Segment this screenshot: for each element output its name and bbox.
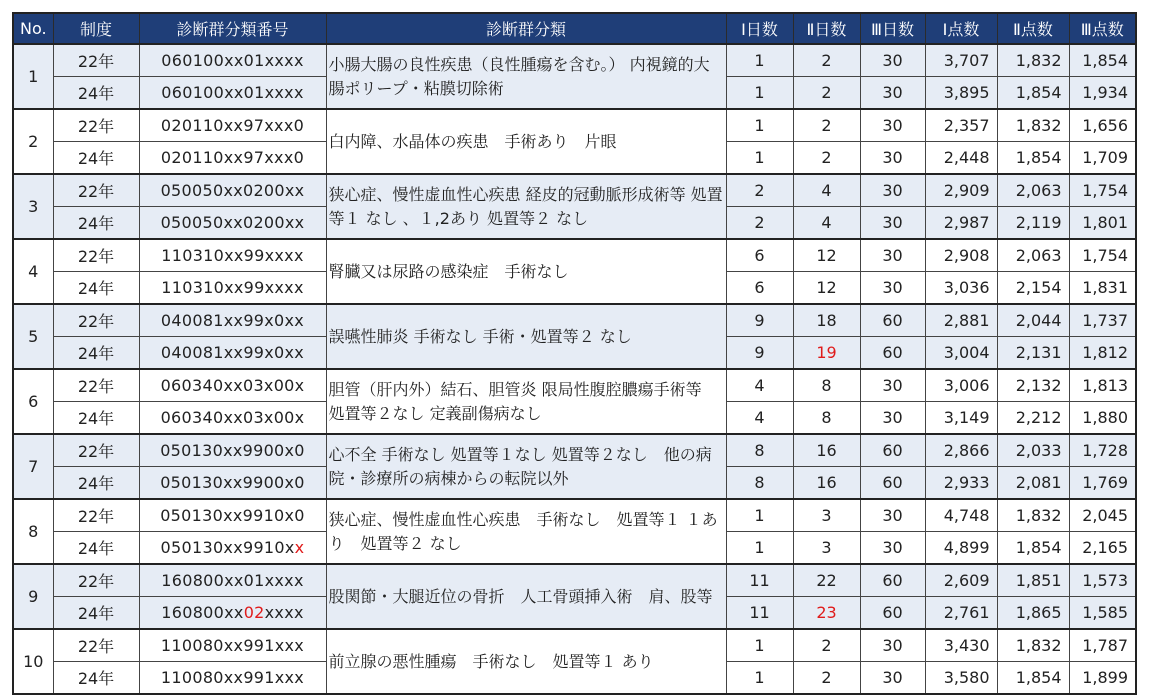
row-number: 7 — [13, 434, 53, 499]
system-year: 24年 — [53, 207, 139, 240]
system-year: 22年 — [53, 564, 139, 597]
points-2: 2,081 — [997, 467, 1069, 500]
row-number: 10 — [13, 629, 53, 694]
header-days-2: Ⅱ日数 — [793, 13, 860, 44]
days-2: 2 — [793, 77, 860, 110]
points-1: 2,761 — [925, 597, 997, 630]
points-3: 1,831 — [1069, 272, 1136, 305]
days-3: 30 — [860, 662, 925, 695]
table-row — [13, 499, 1136, 532]
header-points-2: Ⅱ点数 — [997, 13, 1069, 44]
days-2: 23 — [793, 597, 860, 630]
category-name: 誤嚥性肺炎 手術なし 手術・処置等２ なし — [326, 304, 726, 369]
dpc-code: 060340xx03x00x — [139, 369, 326, 402]
points-3: 1,854 — [1069, 44, 1136, 77]
dpc-code: 040081xx99x0xx — [139, 304, 326, 337]
days-3: 30 — [860, 499, 925, 532]
days-1: 11 — [726, 597, 793, 630]
days-2: 16 — [793, 467, 860, 500]
points-1: 2,609 — [925, 564, 997, 597]
points-2: 1,832 — [997, 109, 1069, 142]
category-name: 狭心症、慢性虚血性心疾患 手術なし 処置等１ １あり 処置等２ なし — [326, 499, 726, 564]
dpc-code: 060100xx01xxxx — [139, 44, 326, 77]
dpc-code-changed-part: x — [294, 538, 305, 557]
system-year: 22年 — [53, 434, 139, 467]
days-1: 1 — [726, 109, 793, 142]
system-year: 24年 — [53, 272, 139, 305]
points-3: 2,165 — [1069, 532, 1136, 565]
days-3: 60 — [860, 337, 925, 370]
dpc-code: 060340xx03x00x — [139, 402, 326, 435]
dpc-code: 160800xx01xxxx — [139, 564, 326, 597]
days-1: 6 — [726, 272, 793, 305]
points-3: 2,045 — [1069, 499, 1136, 532]
table-row — [13, 109, 1136, 142]
dpc-code: 050130xx9900x0 — [139, 467, 326, 500]
points-1: 2,881 — [925, 304, 997, 337]
points-1: 2,448 — [925, 142, 997, 175]
days-3: 30 — [860, 174, 925, 207]
points-2: 1,854 — [997, 662, 1069, 695]
days-3: 30 — [860, 44, 925, 77]
points-3: 1,801 — [1069, 207, 1136, 240]
points-1: 3,149 — [925, 402, 997, 435]
dpc-code-part: 050130xx9910x — [160, 538, 295, 557]
days-1: 1 — [726, 142, 793, 175]
header-points-3: Ⅲ点数 — [1069, 13, 1136, 44]
category-name: 胆管（肝内外）結石、胆管炎 限局性腹腔膿瘍手術等 処置等２なし 定義副傷病なし — [326, 369, 726, 434]
days-2: 18 — [793, 304, 860, 337]
points-2: 2,063 — [997, 174, 1069, 207]
days-1: 9 — [726, 304, 793, 337]
points-3: 1,754 — [1069, 174, 1136, 207]
days-2: 2 — [793, 662, 860, 695]
days-2: 12 — [793, 272, 860, 305]
days-2: 3 — [793, 499, 860, 532]
days-2: 2 — [793, 629, 860, 662]
days-2: 4 — [793, 174, 860, 207]
days-1: 2 — [726, 207, 793, 240]
system-year: 24年 — [53, 402, 139, 435]
days-2: 2 — [793, 44, 860, 77]
points-3: 1,656 — [1069, 109, 1136, 142]
system-year: 22年 — [53, 174, 139, 207]
dpc-comparison-table-container — [12, 12, 1137, 695]
points-3: 1,769 — [1069, 467, 1136, 500]
table-row — [13, 434, 1136, 467]
days-3: 30 — [860, 77, 925, 110]
days-2: 12 — [793, 239, 860, 272]
system-year: 24年 — [53, 532, 139, 565]
days-3: 30 — [860, 142, 925, 175]
dpc-comparison-table — [12, 12, 1137, 695]
system-year: 22年 — [53, 239, 139, 272]
points-1: 2,908 — [925, 239, 997, 272]
row-number: 2 — [13, 109, 53, 174]
dpc-code-changed-part: 02 — [243, 603, 265, 622]
dpc-code — [139, 532, 326, 565]
points-2: 2,212 — [997, 402, 1069, 435]
points-2: 2,154 — [997, 272, 1069, 305]
points-3: 1,880 — [1069, 402, 1136, 435]
points-1: 3,036 — [925, 272, 997, 305]
table-row — [13, 369, 1136, 402]
points-2: 1,832 — [997, 629, 1069, 662]
row-number: 4 — [13, 239, 53, 304]
days-1: 1 — [726, 662, 793, 695]
days-1: 1 — [726, 77, 793, 110]
table-row — [13, 564, 1136, 597]
points-2: 2,044 — [997, 304, 1069, 337]
row-number: 6 — [13, 369, 53, 434]
points-1: 4,748 — [925, 499, 997, 532]
points-1: 2,866 — [925, 434, 997, 467]
days-1: 8 — [726, 434, 793, 467]
dpc-code: 110310xx99xxxx — [139, 239, 326, 272]
days-3: 30 — [860, 369, 925, 402]
days-1: 4 — [726, 369, 793, 402]
header-points-1: Ⅰ点数 — [925, 13, 997, 44]
days-2: 3 — [793, 532, 860, 565]
points-1: 3,895 — [925, 77, 997, 110]
days-3: 30 — [860, 272, 925, 305]
days-1: 1 — [726, 629, 793, 662]
category-name: 狭心症、慢性虚血性心疾患 経皮的冠動脈形成術等 処置等１ なし 、１,2あり 処置等２ なし — [326, 174, 726, 239]
category-name: 小腸大腸の良性疾患（良性腫瘍を含む。） 内視鏡的大腸ポリープ・粘膜切除術 — [326, 44, 726, 109]
days-2: 16 — [793, 434, 860, 467]
table-row — [13, 239, 1136, 272]
dpc-code: 020110xx97xxx0 — [139, 142, 326, 175]
header-category: 診断群分類 — [326, 13, 726, 44]
system-year: 24年 — [53, 77, 139, 110]
dpc-code: 050050xx0200xx — [139, 174, 326, 207]
days-1: 8 — [726, 467, 793, 500]
points-3: 1,812 — [1069, 337, 1136, 370]
dpc-code: 050130xx9900x0 — [139, 434, 326, 467]
header-no: No. — [13, 13, 53, 44]
system-year: 24年 — [53, 662, 139, 695]
points-2: 1,854 — [997, 142, 1069, 175]
points-1: 2,357 — [925, 109, 997, 142]
points-3: 1,737 — [1069, 304, 1136, 337]
category-name: 白内障、水晶体の疾患 手術あり 片眼 — [326, 109, 726, 174]
points-1: 3,707 — [925, 44, 997, 77]
category-name: 前立腺の悪性腫瘍 手術なし 処置等１ あり — [326, 629, 726, 694]
days-1: 6 — [726, 239, 793, 272]
dpc-code: 050130xx9910x0 — [139, 499, 326, 532]
days-3: 60 — [860, 564, 925, 597]
system-year: 24年 — [53, 467, 139, 500]
dpc-code: 110080xx991xxx — [139, 629, 326, 662]
days-2: 8 — [793, 369, 860, 402]
points-1: 2,933 — [925, 467, 997, 500]
header-system: 制度 — [53, 13, 139, 44]
dpc-code-part: xxxx — [264, 603, 304, 622]
points-3: 1,573 — [1069, 564, 1136, 597]
category-name: 腎臓又は尿路の感染症 手術なし — [326, 239, 726, 304]
dpc-code: 050050xx0200xx — [139, 207, 326, 240]
points-1: 3,004 — [925, 337, 997, 370]
header-days-1: Ⅰ日数 — [726, 13, 793, 44]
points-3: 1,754 — [1069, 239, 1136, 272]
system-year: 22年 — [53, 109, 139, 142]
days-1: 1 — [726, 532, 793, 565]
row-number: 3 — [13, 174, 53, 239]
dpc-code: 060100xx01xxxx — [139, 77, 326, 110]
system-year: 24年 — [53, 337, 139, 370]
points-2: 2,132 — [997, 369, 1069, 402]
days-1: 2 — [726, 174, 793, 207]
system-year: 22年 — [53, 499, 139, 532]
points-3: 1,728 — [1069, 434, 1136, 467]
days-3: 30 — [860, 532, 925, 565]
dpc-code: 110080xx991xxx — [139, 662, 326, 695]
system-year: 22年 — [53, 629, 139, 662]
header-row — [13, 13, 1136, 44]
days-3: 30 — [860, 239, 925, 272]
days-2: 22 — [793, 564, 860, 597]
row-number: 5 — [13, 304, 53, 369]
days-1: 1 — [726, 499, 793, 532]
dpc-code: 040081xx99x0xx — [139, 337, 326, 370]
days-3: 30 — [860, 629, 925, 662]
system-year: 22年 — [53, 304, 139, 337]
dpc-code — [139, 597, 326, 630]
table-row — [13, 44, 1136, 77]
points-1: 2,909 — [925, 174, 997, 207]
points-1: 3,580 — [925, 662, 997, 695]
days-3: 60 — [860, 434, 925, 467]
days-3: 60 — [860, 597, 925, 630]
days-3: 60 — [860, 304, 925, 337]
days-2: 2 — [793, 142, 860, 175]
points-2: 2,131 — [997, 337, 1069, 370]
points-2: 2,063 — [997, 239, 1069, 272]
points-2: 2,119 — [997, 207, 1069, 240]
category-name: 股関節・大腿近位の骨折 人工骨頭挿入術 肩、股等 — [326, 564, 726, 629]
dpc-code-part: 160800xx — [161, 603, 244, 622]
system-year: 24年 — [53, 597, 139, 630]
points-2: 1,851 — [997, 564, 1069, 597]
days-2: 2 — [793, 109, 860, 142]
header-days-3: Ⅲ日数 — [860, 13, 925, 44]
points-1: 3,430 — [925, 629, 997, 662]
points-3: 1,709 — [1069, 142, 1136, 175]
points-2: 2,033 — [997, 434, 1069, 467]
table-body — [13, 44, 1136, 694]
days-3: 30 — [860, 207, 925, 240]
points-3: 1,899 — [1069, 662, 1136, 695]
dpc-code: 020110xx97xxx0 — [139, 109, 326, 142]
table-row — [13, 304, 1136, 337]
days-1: 9 — [726, 337, 793, 370]
days-1: 1 — [726, 44, 793, 77]
points-3: 1,813 — [1069, 369, 1136, 402]
points-2: 1,832 — [997, 44, 1069, 77]
system-year: 22年 — [53, 44, 139, 77]
table-row — [13, 629, 1136, 662]
points-3: 1,934 — [1069, 77, 1136, 110]
points-1: 3,006 — [925, 369, 997, 402]
system-year: 22年 — [53, 369, 139, 402]
points-3: 1,585 — [1069, 597, 1136, 630]
row-number: 1 — [13, 44, 53, 109]
system-year: 24年 — [53, 142, 139, 175]
days-1: 4 — [726, 402, 793, 435]
points-2: 1,854 — [997, 532, 1069, 565]
days-2: 19 — [793, 337, 860, 370]
days-3: 30 — [860, 109, 925, 142]
header-code: 診断群分類番号 — [139, 13, 326, 44]
row-number: 9 — [13, 564, 53, 629]
points-1: 2,987 — [925, 207, 997, 240]
table-row — [13, 174, 1136, 207]
points-2: 1,865 — [997, 597, 1069, 630]
days-3: 60 — [860, 467, 925, 500]
points-1: 4,899 — [925, 532, 997, 565]
days-2: 8 — [793, 402, 860, 435]
days-1: 11 — [726, 564, 793, 597]
category-name: 心不全 手術なし 処置等１なし 処置等２なし 他の病院・診療所の病棟からの転院以外 — [326, 434, 726, 499]
points-3: 1,787 — [1069, 629, 1136, 662]
points-2: 1,854 — [997, 77, 1069, 110]
days-2: 4 — [793, 207, 860, 240]
dpc-code: 110310xx99xxxx — [139, 272, 326, 305]
days-3: 30 — [860, 402, 925, 435]
row-number: 8 — [13, 499, 53, 564]
points-2: 1,832 — [997, 499, 1069, 532]
